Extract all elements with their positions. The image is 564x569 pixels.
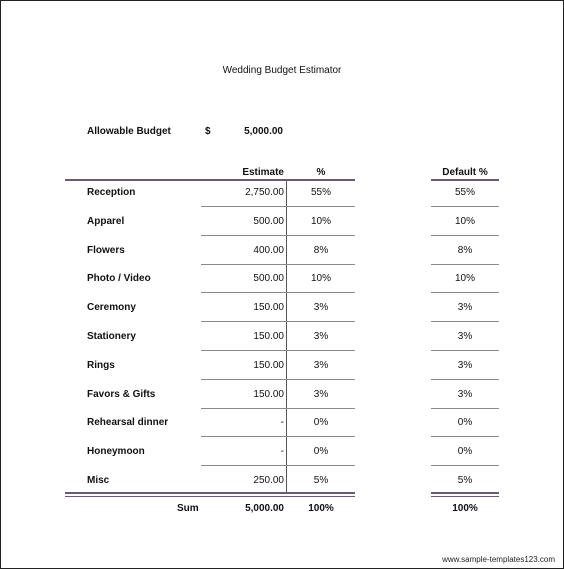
row-estimate: 150.00 — [253, 388, 284, 400]
row-estimate: 500.00 — [253, 273, 284, 285]
row-estimate: 250.00 — [253, 475, 284, 486]
row-divider-default — [431, 292, 499, 293]
row-estimate: 2,750.00 — [245, 187, 284, 198]
row-divider — [201, 321, 355, 322]
row-category: Flowers — [87, 244, 125, 256]
row-divider-default — [431, 379, 499, 380]
row-default-percent: 10% — [454, 215, 475, 227]
row-percent: 3% — [313, 302, 329, 314]
row-divider-default — [431, 321, 499, 322]
row-divider-default — [431, 264, 499, 265]
row-default-percent: 55% — [454, 187, 475, 198]
sum-estimate: 5,000.00 — [245, 503, 284, 514]
row-default-percent: 3% — [457, 331, 473, 342]
row-default-percent: 8% — [457, 244, 473, 256]
row-category: Photo / Video — [87, 273, 151, 285]
allowable-budget-amount: 5,000.00 — [244, 126, 283, 137]
header-default-percent: Default % — [442, 167, 488, 178]
sum-rule-main-bottom — [65, 496, 355, 497]
row-divider — [201, 436, 355, 437]
row-divider — [201, 235, 355, 236]
row-default-percent: 5% — [457, 475, 473, 486]
row-percent: 3% — [313, 388, 329, 400]
row-divider — [201, 292, 355, 293]
row-percent: 0% — [313, 446, 329, 458]
row-divider-default — [431, 350, 499, 351]
row-divider-default — [431, 465, 499, 466]
row-percent: 8% — [313, 244, 329, 256]
row-percent: 5% — [313, 475, 329, 486]
row-category: Apparel — [87, 215, 125, 227]
row-category: Misc — [87, 475, 110, 486]
header-percent: % — [316, 167, 326, 178]
column-separator — [286, 181, 287, 494]
row-divider — [201, 206, 355, 207]
row-estimate: 150.00 — [253, 359, 284, 371]
sum-rule-default-bottom — [431, 496, 499, 497]
row-category: Ceremony — [87, 302, 136, 314]
row-category: Stationery — [87, 331, 136, 342]
row-default-percent: 3% — [457, 302, 473, 314]
row-percent: 55% — [310, 187, 331, 198]
row-divider — [201, 264, 355, 265]
row-default-percent: 10% — [454, 273, 475, 285]
row-category: Rings — [87, 359, 115, 371]
header-estimate: Estimate — [242, 167, 284, 178]
allowable-budget-label: Allowable Budget — [87, 126, 171, 137]
row-estimate: - — [280, 417, 284, 429]
row-estimate: - — [280, 446, 284, 458]
row-divider-default — [431, 408, 499, 409]
row-estimate: 400.00 — [253, 244, 284, 256]
row-category: Reception — [87, 187, 136, 198]
row-percent: 10% — [310, 273, 331, 285]
row-default-percent: 3% — [457, 359, 473, 371]
row-percent: 3% — [313, 359, 329, 371]
page-title: Wedding Budget Estimator — [222, 65, 342, 76]
row-divider — [201, 465, 355, 466]
sum-percent: 100% — [308, 503, 334, 514]
row-default-percent: 0% — [457, 446, 473, 458]
row-estimate: 150.00 — [253, 302, 284, 314]
row-percent: 0% — [313, 417, 329, 429]
row-category: Favors & Gifts — [87, 388, 156, 400]
row-divider-default — [431, 235, 499, 236]
sum-default-percent: 100% — [452, 503, 478, 514]
row-divider — [201, 408, 355, 409]
row-percent: 10% — [310, 215, 331, 227]
allowable-budget-currency: $ — [205, 126, 211, 137]
row-estimate: 500.00 — [253, 215, 284, 227]
header-rule-main — [65, 179, 355, 181]
row-percent: 3% — [313, 331, 329, 342]
row-divider — [201, 350, 355, 351]
row-category: Rehearsal dinner — [87, 417, 169, 429]
sum-rule-main-top — [65, 492, 355, 494]
row-default-percent: 0% — [457, 417, 473, 429]
footer-url: www.sample-templates123.com — [442, 555, 555, 564]
sum-rule-default-top — [431, 492, 499, 494]
row-divider — [201, 379, 355, 380]
row-estimate: 150.00 — [253, 331, 284, 342]
row-divider-default — [431, 436, 499, 437]
row-divider-default — [431, 206, 499, 207]
row-category: Honeymoon — [87, 446, 145, 458]
row-default-percent: 3% — [457, 388, 473, 400]
sum-label: Sum — [177, 503, 199, 514]
header-rule-default — [431, 179, 499, 181]
